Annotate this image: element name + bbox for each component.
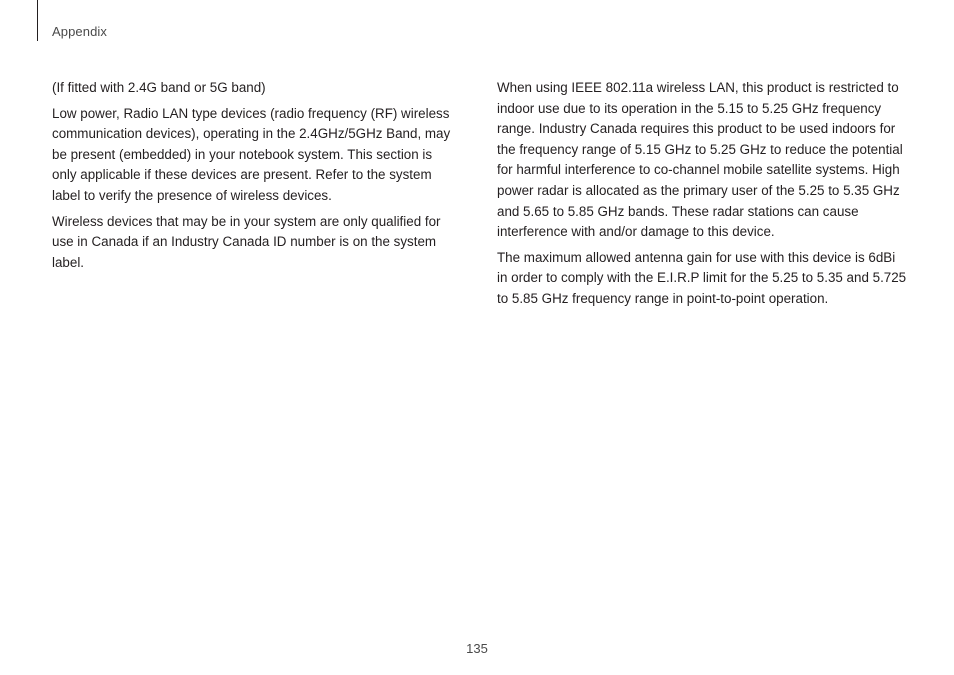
header-rule [37,0,38,41]
radio-lan-paragraph: Low power, Radio LAN type devices (radio frequency (RF) wireless communication devices), operating in the 2.4GHz/5GHz Band, may be present (embedded) in your notebook system. This section is only applicable if these devices are present. Refer to the system label to verify the presence of wireless devices. [52,105,451,203]
band-note-paragraph: (If fitted with 2.4G band or 5G band) [52,80,266,95]
left-column [52,78,457,278]
page-number: 135 [466,641,488,656]
section-label: Appendix [52,24,108,39]
canada-qualification-paragraph: Wireless devices that may be in your system are only qualified for use in Canada if an Industry Canada ID number is on the system label. [52,213,441,270]
right-column [497,78,907,315]
ieee-80211a-paragraph: When using IEEE 802.11a wireless LAN, this product is restricted to indoor use due to its operation in the 5.15 to 5.25 GHz frequency range. Industry Canada requires this product to be used indoors for the frequency range of 5.15 GHz to 5.25 GHz to reduce the potential for harmful interference to co-channel mobile satellite systems. High power radar is allocated as the primary user of the 5.25 to 5.35 GHz and 5.65 to 5.85 GHz bands. These radar stations can cause interference with and/or damage to this device. [497,80,903,240]
antenna-gain-paragraph: The maximum allowed antenna gain for use with this device is 6dBi in order to comply with the E.I.R.P limit for the 5.25 to 5.35 and 5.725 to 5.85 GHz frequency range in point-to-point operation. [497,249,907,306]
